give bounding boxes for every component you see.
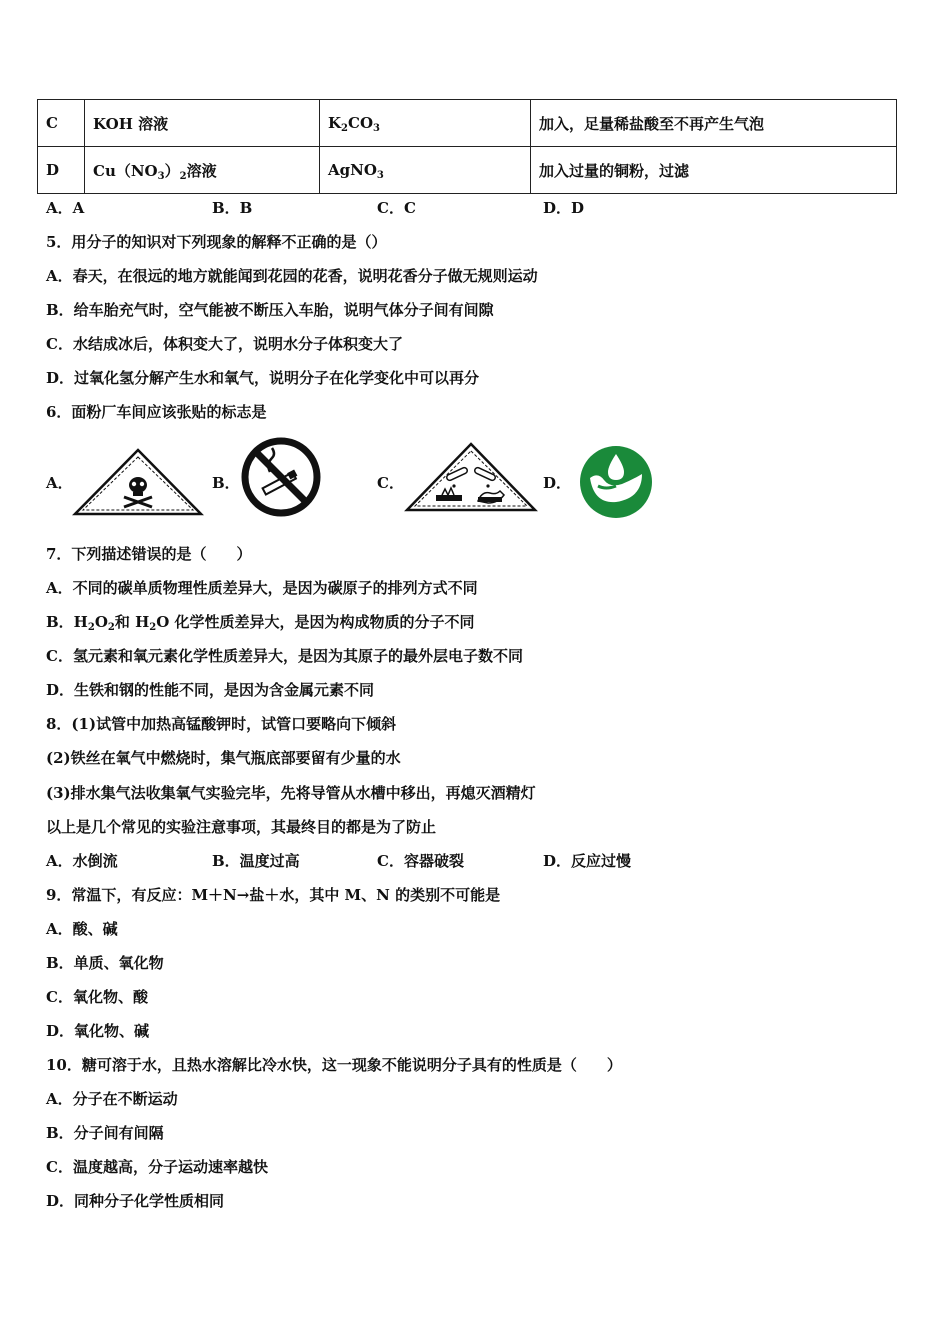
q5-option-a[interactable]: A．春天，在很远的地方就能闻到花园的花香，说明花香分子做无规则运动 — [46, 267, 538, 285]
q9-option-b[interactable]: B．单质、氧化物 — [46, 954, 164, 972]
q10-option-a[interactable]: A．分子在不断运动 — [46, 1090, 178, 1108]
q5-option-d[interactable]: D．过氧化氢分解产生水和氧气，说明分子在化学变化中可以再分 — [46, 369, 480, 387]
row-id: D — [46, 161, 60, 179]
text: 和 H — [114, 613, 150, 631]
q8-option-d[interactable]: D．反应过慢 — [543, 852, 632, 870]
subscript: 2 — [341, 123, 349, 134]
q8-option-b[interactable]: B．温度过高 — [212, 852, 300, 870]
table-cell — [531, 147, 897, 194]
q10-option-b[interactable]: B．分子间有间隔 — [46, 1124, 164, 1142]
q10-option-c[interactable]: C．温度越高，分子运动速率越快 — [46, 1158, 268, 1176]
toxic-warning-icon — [72, 447, 204, 517]
corrosive-warning-icon — [404, 441, 538, 513]
impurity: AgNO — [328, 161, 377, 179]
row-id: C — [46, 114, 58, 132]
subscript: 3 — [376, 170, 384, 181]
table-row — [38, 147, 897, 194]
substance: Cu（NO — [93, 161, 158, 180]
table-cell — [531, 100, 897, 147]
q7-option-d[interactable]: D．生铁和钢的性能不同，是因为含金属元素不同 — [46, 681, 375, 699]
q9-option-d[interactable]: D．氧化物、碱 — [46, 1022, 150, 1040]
table-cell — [320, 100, 531, 147]
q5-stem: 5．用分子的知识对下列现象的解释不正确的是（） — [46, 233, 387, 251]
q7-option-b[interactable] — [46, 612, 475, 632]
text: O 化学性质差异大，是因为构成物质的分子不同 — [156, 613, 475, 631]
subscript: 2 — [107, 622, 115, 633]
q9-stem: 9．常温下，有反应：M＋N→盐＋水，其中 M、N 的类别不可能是 — [46, 886, 501, 904]
q6-option-b[interactable]: B． — [212, 474, 240, 492]
reagent-table — [37, 99, 897, 194]
q6-option-d[interactable]: D． — [543, 474, 572, 492]
q10-option-d[interactable]: D．同种分子化学性质相同 — [46, 1192, 225, 1210]
q8-line-1: 8．(1)试管中加热高锰酸钾时，试管口要略向下倾斜 — [46, 715, 397, 733]
q10-stem: 10．糖可溶于水，且热水溶解比冷水快，这一现象不能说明分子具有的性质是（ ） — [46, 1056, 622, 1074]
q6-stem: 6．面粉厂车间应该张贴的标志是 — [46, 403, 267, 421]
text: B．H — [46, 613, 88, 631]
q7-option-a[interactable]: A．不同的碳单质物理性质差异大，是因为碳原子的排列方式不同 — [46, 579, 478, 597]
q8-option-a[interactable]: A．水倒流 — [46, 852, 118, 870]
q7-option-c[interactable]: C．氢元素和氧元素化学性质差异大，是因为其原子的最外层电子数不同 — [46, 647, 523, 665]
q9-option-c[interactable]: C．氧化物、酸 — [46, 988, 148, 1006]
q5-option-c[interactable]: C．水结成冰后，体积变大了，说明水分子体积变大了 — [46, 335, 403, 353]
q4-option-b[interactable]: B．B — [212, 199, 253, 217]
table-cell — [38, 100, 85, 147]
no-smoking-icon — [240, 436, 322, 518]
subscript: 3 — [373, 123, 380, 134]
subscript: 2 — [149, 622, 157, 633]
method: 加入，足量稀盐酸至不再产生气泡 — [539, 114, 765, 133]
subscript: 2 — [179, 170, 187, 182]
impurity: K — [328, 114, 342, 132]
substance: KOH 溶液 — [93, 114, 169, 133]
subscript: 2 — [87, 622, 95, 633]
q9-option-a[interactable]: A．酸、碱 — [46, 920, 118, 938]
table-row — [38, 100, 897, 147]
q8-option-c[interactable]: C．容器破裂 — [377, 852, 464, 870]
q4-option-a[interactable]: A．A — [46, 199, 85, 217]
method: 加入过量的铜粉，过滤 — [539, 161, 690, 180]
q5-option-b[interactable]: B．给车胎充气时，空气能被不断压入车胎，说明气体分子间有间隙 — [46, 301, 494, 319]
q4-option-c[interactable]: C．C — [377, 199, 416, 217]
q8-line-3: (3)排水集气法收集氧气实验完毕，先将导管从水槽中移出，再熄灭酒精灯 — [46, 784, 536, 802]
table-cell — [320, 147, 531, 194]
substance: 溶液 — [186, 161, 217, 180]
impurity: CO — [348, 114, 374, 132]
substance: ） — [164, 161, 180, 180]
q4-option-d[interactable]: D．D — [543, 199, 585, 217]
q6-option-c[interactable]: C． — [377, 474, 404, 492]
q6-option-a[interactable]: A． — [46, 474, 73, 492]
q8-line-2: (2)铁丝在氧气中燃烧时，集气瓶底部要留有少量的水 — [46, 749, 401, 767]
q7-stem: 7．下列描述错误的是（ ） — [46, 545, 252, 563]
table-cell — [85, 100, 320, 147]
table-cell — [38, 147, 85, 194]
q8-line-4: 以上是几个常见的实验注意事项，其最终目的都是为了防止 — [46, 818, 437, 836]
text: O — [94, 613, 108, 631]
subscript: 3 — [157, 170, 165, 182]
table-cell — [85, 147, 320, 194]
water-saving-icon — [578, 444, 654, 520]
